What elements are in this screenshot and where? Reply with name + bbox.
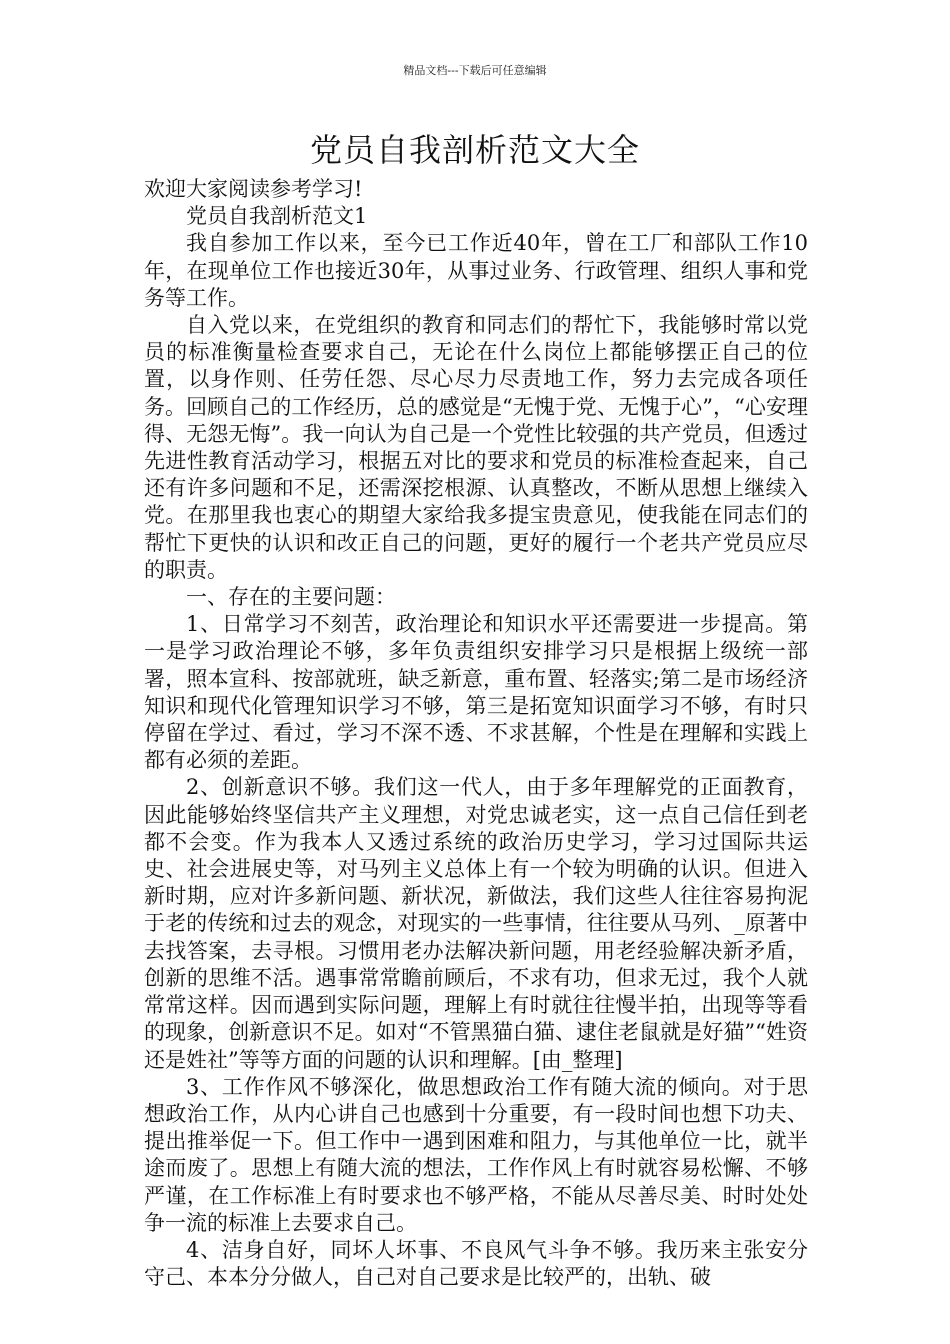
paragraph: 4、洁身自好，同坏人坏事、不良风气斗争不够。我历来主张安分守己、本本分分做人，自己对自己要求是比较严的，出轨、破 <box>144 1237 808 1290</box>
paragraph: 3、工作作风不够深化，做思想政治工作有随大流的倾向。对于思想政治工作，从内心讲自己也感到十分重要，有一段时间也想下功夫、提出推举促一下。但工作中一遇到困难和阻力，与其他单位一比，就半途而废了。思想上有随大流的想法，工作作风上有时就容易松懈、不够严谨，在工作标准上有时要求也不够严格，不能从尽善尽美、时时处处争一流的标准上去要求自己。 <box>144 1074 808 1235</box>
paragraph: 我自参加工作以来，至今已工作近40年，曾在工厂和部队工作10年，在现单位工作也接近30年，从事过业务、行政管理、组织人事和党务等工作。 <box>144 231 808 310</box>
paragraph: 欢迎大家阅读参考学习! <box>144 177 363 201</box>
section-heading: 一、存在的主要问题： <box>186 585 396 610</box>
header-note: 精品文档---下载后可任意编辑 <box>403 64 547 77</box>
paragraph: 1、日常学习不刻苦，政治理论和知识水平还需要进一步提高。第一是学习政治理论不够，多年负责组织安排学习只是根据上级统一部署，照本宣科、按部就班，缺乏新意，重布置、轻落实;第二是市场经济知识和现代化管理知识学习不够，第三是拓宽知识面学习不够，有时只停留在学过、看过，学习不深不透、不求甚解，个性是在理解和实践上都有必须的差距。 <box>144 612 808 773</box>
document-body <box>144 176 808 1291</box>
document-title: 党员自我剖析范文大全 <box>309 131 640 169</box>
paragraph: 自入党以来，在党组织的教育和同志们的帮忙下，我能够时常以党员的标准衡量检查要求自己，无论在什么岗位上都能够摆正自己的位置，以身作则、任劳任怨、尽心尽力尽责地工作，努力去完成各项任务。回顾自己的工作经历，总的感觉是“无愧于党、无愧于心”，“心安理得、无怨无悔”。我一向认为自己是一个党性比较强的共产党员，但透过先进性教育活动学习，根据五对比的要求和党员的标准检查起来，自己还有许多问题和不足，还需深挖根源、认真整改，不断从思想上继续入党。在那里我也衷心的期望大家给我多提宝贵意见，使我能在同志们的帮忙下更快的认识和改正自己的问题，更好的履行一个老共产党员应尽的职责。 <box>144 313 808 582</box>
paragraph: 党员自我剖析范文1 <box>186 204 368 229</box>
paragraph: 2、创新意识不够。我们这一代人，由于多年理解党的正面教育，因此能够始终坚信共产主义理想，对党忠诚老实，这一点自己信任到老都不会变。作为我本人又透过系统的政治历史学习，学习过国际共运史、社会进展史等，对马列主义总体上有一个较为明确的认识。但进入新时期，应对许多新问题、新状况，新做法，我们这些人往往容易拘泥于老的传统和过去的观念，对现实的一些事情，往往要从马列、_原著中去找答案，去寻根。习惯用老办法解决新问题，用老经验解决新矛盾，创新的思维不活。遇事常常瞻前顾后，不求有功，但求无过，我个人就常常这样。因而遇到实际问题，理解上有时就往往慢半拍，出现等等看的现象，创新意识不足。如对“不管黑猫白猫、逮住老鼠就是好猫”“姓资还是姓社”等等方面的问题的认识和理解。[由_整理] <box>144 775 808 1072</box>
